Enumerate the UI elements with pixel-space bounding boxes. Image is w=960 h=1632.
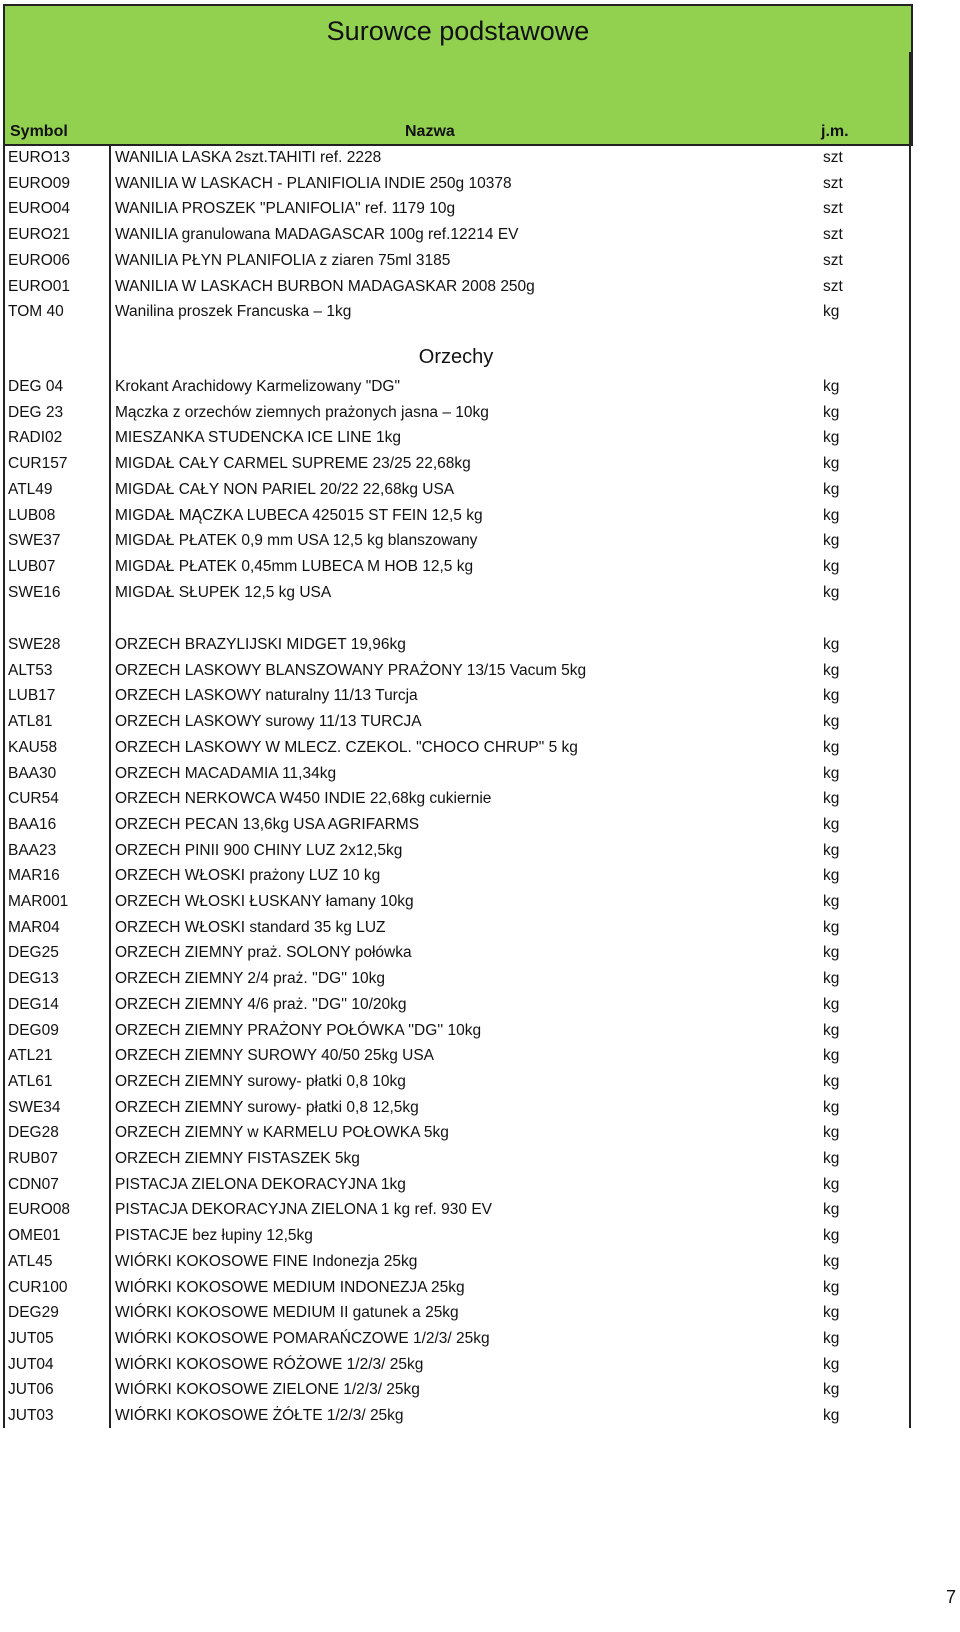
table-row [3,1276,909,1301]
row-symbol: JUT06 [8,1381,54,1399]
row-unit: kg [823,583,840,601]
row-name: ORZECH ZIEMNY FISTASZEK 5kg [115,1150,360,1167]
row-symbol: RUB07 [8,1150,58,1167]
row-symbol: EURO01 [8,277,71,295]
table-row [3,401,909,426]
row-symbol: SWE16 [8,583,61,601]
row-unit: kg [823,1150,840,1167]
row-symbol: BAA30 [8,764,57,782]
row-name: Mączka z orzechów ziemnych prażonych jasna – 10kg [115,403,489,421]
column-header-row [3,52,913,146]
table-row [3,146,909,171]
row-symbol: ALT53 [8,661,53,679]
table-row [3,1327,909,1352]
row-unit: kg [823,532,840,550]
row-name: ORZECH ZIEMNY SUROWY 40/50 25kg USA [115,1047,434,1065]
row-symbol: RADI02 [8,429,63,447]
table-row [3,1301,909,1326]
row-symbol: CUR54 [8,790,59,808]
table-row [3,1147,909,1172]
row-symbol: JUT03 [8,1407,54,1424]
table-row [3,736,909,761]
row-name: ORZECH LASKOWY surowy 11/13 TURCJA [115,713,422,731]
row-name: WIÓRKI KOKOSOWE MEDIUM INDONEZJA 25kg [115,1278,465,1296]
row-unit: kg [823,557,840,575]
row-unit: kg [823,455,840,473]
table-row [3,762,909,787]
row-unit: kg [823,403,840,421]
row-name: WANILIA PROSZEK "PLANIFOLIA" ref. 1179 10g [115,200,456,218]
row-unit: kg [823,1175,840,1193]
row-symbol: DEG28 [8,1124,59,1142]
row-unit: kg [823,1329,840,1347]
row-name: ORZECH PECAN 13,6kg USA AGRIFARMS [115,815,420,833]
row-symbol: MAR001 [8,893,69,910]
row-unit: szt [823,251,843,269]
row-unit: kg [823,1355,840,1373]
row-unit: kg [823,480,840,498]
table-row [3,1404,909,1429]
row-name: ORZECH PINII 900 CHINY LUZ 2x12,5kg [115,841,403,859]
row-symbol: LUB17 [8,687,56,705]
row-name: WIÓRKI KOKOSOWE ŻÓŁTE 1/2/3/ 25kg [115,1407,404,1424]
row-name: Krokant Arachidowy Karmelizowany "DG" [115,378,400,395]
row-unit: kg [823,378,840,395]
row-symbol: DEG29 [8,1304,59,1322]
row-name: MIGDAŁ CAŁY CARMEL SUPREME 23/25 22,68kg [115,455,471,473]
row-unit: kg [823,738,840,756]
table-row [3,478,909,503]
row-symbol: DEG 23 [8,403,64,421]
row-name: ORZECH BRAZYLIJSKI MIDGET 19,96kg [115,636,406,653]
row-symbol: EURO21 [8,226,71,244]
row-unit: kg [823,995,840,1013]
row-symbol: ATL81 [8,713,53,731]
row-name: WIÓRKI KOKOSOWE RÓŻOWE 1/2/3/ 25kg [115,1355,424,1373]
row-name: ORZECH WŁOSKI prażony LUZ 10 kg [115,867,381,885]
row-symbol: SWE34 [8,1098,61,1116]
row-symbol: CUR157 [8,455,68,473]
row-symbol: DEG09 [8,1021,59,1039]
table-row [3,839,909,864]
row-name: WANILIA granulowana MADAGASCAR 100g ref.12214 EV [115,226,519,244]
row-name: MIGDAŁ SŁUPEK 12,5 kg USA [115,583,332,601]
row-unit: kg [823,1072,840,1090]
row-symbol: JUT05 [8,1329,54,1347]
section-title-orzechy: Orzechy [418,346,494,368]
row-unit: szt [823,277,843,295]
table-row [3,1070,909,1095]
row-name: ORZECH NERKOWCA W450 INDIE 22,68kg cukiernie [115,790,492,808]
column-header-unit: j.m. [821,123,849,140]
row-symbol: TOM 40 [8,303,64,321]
row-unit: kg [823,713,840,731]
table-row [3,916,909,941]
row-unit: kg [823,303,840,321]
row-name: ORZECH LASKOWY BLANSZOWANY PRAŻONY 13/15 Vacum 5kg [115,661,587,679]
right-border [909,52,911,1428]
table-row [3,426,909,451]
table-row [3,633,909,658]
row-unit: kg [823,970,840,988]
table-row [3,659,909,684]
row-name: ORZECH ZIEMNY surowy- płatki 0,8 10kg [115,1072,406,1090]
table-row [3,993,909,1018]
table-row [3,684,909,709]
table-row [3,710,909,735]
row-symbol: ATL45 [8,1252,53,1270]
row-name: ORZECH ZIEMNY praż. SOLONY połówka [115,944,412,962]
table-row [3,1044,909,1069]
row-unit: kg [823,893,840,910]
table-row [3,1198,909,1223]
row-name: WIÓRKI KOKOSOWE ZIELONE 1/2/3/ 25kg [115,1381,420,1399]
row-unit: kg [823,944,840,962]
row-symbol: BAA16 [8,815,57,833]
row-unit: kg [823,506,840,524]
row-symbol: LUB08 [8,506,56,524]
table-row [3,1173,909,1198]
table-row [3,890,909,915]
row-name: ORZECH ZIEMNY 4/6 praż. ''DG'' 10/20kg [115,995,407,1013]
row-symbol: EURO09 [8,174,71,192]
row-unit: kg [823,1227,840,1245]
row-unit: kg [823,867,840,885]
row-name: MIGDAŁ PŁATEK 0,45mm LUBECA M HOB 12,5 kg [115,557,474,575]
row-symbol: DEG25 [8,944,59,962]
row-unit: szt [823,226,843,244]
table-row [3,1096,909,1121]
row-unit: kg [823,815,840,833]
column-header-symbol: Symbol [10,123,68,140]
row-symbol: ATL21 [8,1047,53,1065]
table-row [3,223,909,248]
row-unit: kg [823,918,840,936]
table-row [3,1019,909,1044]
table-row [3,1224,909,1249]
table-row [3,864,909,889]
row-unit: kg [823,1304,840,1322]
table-row [3,504,909,529]
row-symbol: EURO04 [8,200,71,218]
row-unit: kg [823,1278,840,1296]
row-unit: kg [823,841,840,859]
table-row [3,249,909,274]
row-unit: kg [823,1124,840,1142]
row-name: ORZECH LASKOWY naturalny 11/13 Turcja [115,687,418,705]
row-symbol: MAR04 [8,918,60,936]
row-symbol: BAA23 [8,841,57,859]
row-name: MIGDAŁ PŁATEK 0,9 mm USA 12,5 kg blanszowany [115,532,478,550]
table-row [3,1353,909,1378]
row-unit: szt [823,174,843,192]
row-symbol: OME01 [8,1227,61,1245]
table-row [3,275,909,300]
row-unit: kg [823,661,840,679]
row-name: PISTACJA DEKORACYJNA ZIELONA 1 kg ref. 930 EV [115,1201,493,1219]
table-row [3,1378,909,1403]
row-name: ORZECH ZIEMNY 2/4 praż. ''DG'' 10kg [115,970,385,988]
row-name: ORZECH WŁOSKI ŁUSKANY łamany 10kg [115,893,414,910]
row-unit: kg [823,1098,840,1116]
row-unit: kg [823,1407,840,1424]
row-unit: kg [823,429,840,447]
row-name: WANILIA LASKA 2szt.TAHITI ref. 2228 [115,149,382,166]
row-name: PISTACJA ZIELONA DEKORACYJNA 1kg [115,1175,406,1193]
row-name: MIGDAŁ CAŁY NON PARIEL 20/22 22,68kg USA [115,480,455,498]
table-row [3,555,909,580]
row-unit: kg [823,1021,840,1039]
table-row [3,1121,909,1146]
table-row [3,581,909,606]
row-symbol: KAU58 [8,738,58,756]
row-symbol: ATL61 [8,1072,53,1090]
row-unit: kg [823,1252,840,1270]
row-unit: szt [823,149,843,166]
row-symbol: EURO13 [8,149,71,166]
row-unit: kg [823,687,840,705]
row-symbol: JUT04 [8,1355,54,1373]
row-unit: kg [823,1201,840,1219]
row-unit: kg [823,1047,840,1065]
table-row [3,813,909,838]
row-name: WIÓRKI KOKOSOWE POMARAŃCZOWE 1/2/3/ 25kg [115,1329,490,1347]
row-unit: kg [823,790,840,808]
row-name: ORZECH ZIEMNY PRAŻONY POŁÓWKA ''DG'' 10kg [115,1021,482,1039]
row-symbol: CDN07 [8,1175,59,1193]
table-row [3,375,909,400]
row-name: WIÓRKI KOKOSOWE FINE Indonezja 25kg [115,1252,418,1270]
row-name: Wanilina proszek Francuska – 1kg [115,303,352,321]
row-symbol: DEG13 [8,970,59,988]
row-unit: szt [823,200,843,218]
row-symbol: MAR16 [8,867,60,885]
row-name: MIESZANKA STUDENCKA ICE LINE 1kg [115,429,401,447]
table-row [3,1250,909,1275]
row-symbol: DEG14 [8,995,59,1013]
row-name: ORZECH WŁOSKI standard 35 kg LUZ [115,918,386,936]
table-row [3,452,909,477]
row-symbol: SWE37 [8,532,61,550]
table-row [3,300,909,325]
row-name: ORZECH LASKOWY W MLECZ. CZEKOL. "CHOCO CHRUP" 5 kg [115,738,578,756]
row-symbol: EURO08 [8,1201,71,1219]
row-symbol: EURO06 [8,251,71,269]
row-name: ORZECH ZIEMNY w KARMELU POŁOWKA 5kg [115,1124,449,1142]
row-name: ORZECH MACADAMIA 11,34kg [115,764,337,782]
row-name: PISTACJE bez łupiny 12,5kg [115,1227,313,1245]
table-row [3,172,909,197]
row-unit: kg [823,636,840,653]
row-unit: kg [823,764,840,782]
table-row [3,197,909,222]
table-row [3,787,909,812]
row-symbol: CUR100 [8,1278,68,1296]
row-symbol: DEG 04 [8,378,64,395]
row-symbol: SWE28 [8,636,61,653]
column-header-name: Nazwa [405,123,455,140]
row-name: ORZECH ZIEMNY surowy- płatki 0,8 12,5kg [115,1098,419,1116]
row-unit: kg [823,1381,840,1399]
table-row [3,941,909,966]
table-row [3,967,909,992]
row-name: WANILIA PŁYN PLANIFOLIA z ziaren 75ml 3185 [115,251,451,269]
row-name: MIGDAŁ MĄCZKA LUBECA 425015 ST FEIN 12,5 kg [115,506,483,524]
row-name: WANILIA W LASKACH - PLANIFIOLIA INDIE 250g 10378 [115,174,512,192]
row-symbol: ATL49 [8,480,53,498]
row-name: WIÓRKI KOKOSOWE MEDIUM II gatunek a 25kg [115,1304,459,1322]
sheet-title: Surowce podstawowe [3,4,913,52]
row-symbol: LUB07 [8,557,56,575]
row-name: WANILIA W LASKACH BURBON MADAGASKAR 2008 250g [115,277,535,295]
table-row [3,529,909,554]
page-number: 7 [945,1587,956,1607]
